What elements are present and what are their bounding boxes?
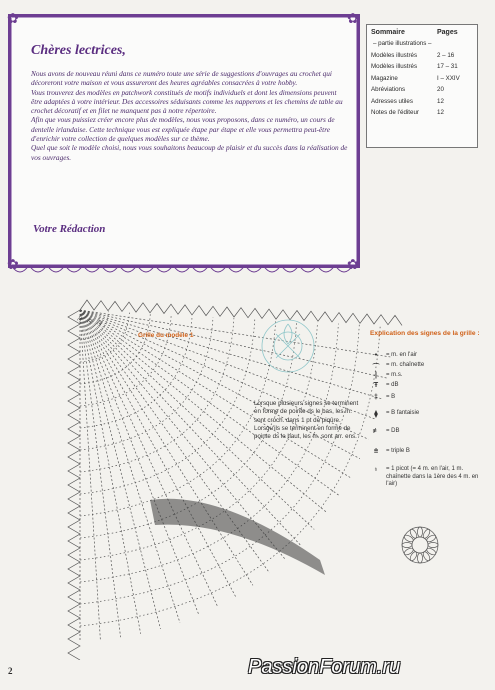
legend-item <box>370 394 395 402</box>
rosette-petal <box>428 543 438 548</box>
letter-signature: Votre Rédaction <box>33 223 106 235</box>
fancy-double-crochet-icon: ⧫ <box>374 411 378 418</box>
toc-header <box>367 25 477 38</box>
chain-stitch-icon: • <box>374 352 378 359</box>
toc-row-page: 17 – 31 <box>437 63 458 71</box>
site-watermark: PassionForum.ru <box>248 656 401 678</box>
lattice-row <box>80 320 276 516</box>
rosette-petal <box>409 551 418 562</box>
toc-row-page: 2 – 16 <box>437 51 455 59</box>
lattice-row <box>80 326 380 626</box>
legend-item <box>370 466 490 489</box>
ornament-corner-icon: ✿ <box>347 256 359 272</box>
letter-paragraph: Quel que soit le modèle choisi, nous vous souhaitons beaucoup de plaisir et du succès dans la réalisation de vos ouvrages. <box>31 143 348 162</box>
rosette-petal <box>403 534 414 543</box>
rosette-petal <box>403 547 414 556</box>
toc-row-label: Abréviations <box>371 86 406 94</box>
legend-item <box>370 410 419 418</box>
toc-row <box>367 107 477 119</box>
rosette-petal <box>426 547 437 556</box>
legend-title: Explication des signes de la grille : <box>370 330 480 337</box>
rosette-petal <box>418 553 423 563</box>
toc-row-label: Magazine <box>371 74 398 82</box>
lattice-spoke <box>80 310 218 607</box>
symbol-legend <box>370 330 490 487</box>
toc-title: Sommaire <box>371 29 405 36</box>
lattice-spoke <box>80 310 121 637</box>
single-crochet-icon: | <box>375 372 377 379</box>
toc-row-label: Modèles illustrés <box>371 51 418 59</box>
lattice-spoke <box>80 310 382 399</box>
table-of-contents <box>366 24 478 148</box>
legend-item <box>370 382 399 390</box>
legend-item <box>370 372 403 380</box>
toc-row-label: Adresses utiles <box>371 97 413 105</box>
lace-edge-decoration <box>11 265 357 279</box>
letter-body <box>31 69 349 162</box>
slip-stitch-icon: ⌒ <box>372 364 380 371</box>
legend-text: = DB <box>386 428 400 434</box>
letter-paragraph: Nous avons de nouveau réuni dans ce numéro toute une série de suggestions d'ouvrages au crochet qui décoreront votre maison et vous assureront des heures agréables consacrées à votre hobby. <box>31 69 332 88</box>
toc-row-page: 12 <box>437 109 444 117</box>
page-number: 2 <box>8 666 13 676</box>
toc-row-label: – partie illustrations – <box>373 40 432 48</box>
legend-text: = B fantaisie <box>386 410 420 416</box>
lattice-spoke <box>80 310 199 615</box>
legend-text: = 1 picot (= 4 m. en l'air, 1 m. chaînette dans la 1ère des 4 m. en l'air) <box>386 466 479 487</box>
rosette-petal <box>402 543 412 548</box>
toc-row <box>367 61 477 73</box>
corner-label: 32 <box>96 319 105 327</box>
motif-sketch <box>256 314 320 378</box>
rosette-petal <box>422 528 431 539</box>
corner-label: 31 <box>86 317 95 325</box>
legend-text: = dB <box>386 382 399 388</box>
toc-row-label: Notes de l'éditeur <box>371 109 419 117</box>
rosette-motif <box>402 527 438 563</box>
toc-row <box>367 96 477 108</box>
lattice-spoke <box>80 310 100 639</box>
diagram-title: Grille du modèle 1 <box>138 332 194 339</box>
diagram-note: Lorsque plusieurs signes se terminent en forme de pointe ds le bas, les m. sont croch. dans 1 pt de piqûre. Lorsqu'ils se terminent en forme de pointe ds le haut, les m. sont arr. ens. <box>254 400 359 441</box>
half-double-crochet-icon: Ŧ <box>373 382 379 389</box>
lattice-row <box>80 319 255 494</box>
legend-item <box>370 352 417 360</box>
lattice-spoke <box>80 310 387 378</box>
ornament-corner-icon: ✿ <box>7 256 19 272</box>
legend-text: = m. chaînette <box>386 362 425 368</box>
rosette-petal <box>418 527 423 537</box>
lattice-spoke <box>80 310 160 629</box>
toc-row-page: 20 <box>437 86 444 94</box>
treble-crochet-icon: ≢ <box>372 428 380 435</box>
double-crochet-icon: ‡ <box>374 394 378 401</box>
letter-paragraph: Afin que vous puissiez créer encore plus de modèles, nous vous proposons, dans ce numéro, un cours de dentelle irlandaise. Cette technique vous est expliquée étape par étape et elle vous permettra peut-être d'enrichir votre collection de quelques modèles sur ce thème. <box>31 115 335 144</box>
rosette-petal <box>422 551 431 562</box>
rosette-petal <box>426 534 437 543</box>
lattice-spoke <box>80 310 236 596</box>
ornament-corner-icon: ✿ <box>347 10 359 26</box>
lattice-row <box>80 318 234 472</box>
legend-text: = triple B <box>386 448 410 454</box>
toc-row-page: 12 <box>437 97 444 105</box>
toc-row-label: Modèles illustrés <box>371 63 418 71</box>
toc-row <box>367 73 477 85</box>
ornament-corner-icon: ✿ <box>7 10 19 26</box>
lattice-spoke <box>80 310 390 357</box>
triple-treble-icon: ⩧ <box>373 448 379 455</box>
letter-paragraph: Vous trouverez des modèles en patchwork constitués de motifs individuels et dont les dimensions peuvent être adaptées à votre intérieur. Des accessoires séduisants comme les napperons et les chemins de table au crochet décoratif et en filet ne manquent pas à notre répertoire. <box>31 87 343 116</box>
legend-text: = m. en l'air <box>386 352 417 358</box>
toc-pages-header: Pages <box>437 29 458 36</box>
toc-row <box>367 38 477 50</box>
rosette-petal <box>409 528 418 539</box>
lattice-edge <box>68 310 80 660</box>
toc-row <box>367 50 477 62</box>
dense-stitch-band <box>150 499 325 575</box>
legend-text: = m.s. <box>386 372 403 378</box>
toc-row <box>367 84 477 96</box>
legend-item <box>370 362 424 372</box>
toc-row-page: I – XXIV <box>437 74 460 82</box>
editorial-letter-box <box>7 10 360 272</box>
legend-text: = B <box>386 394 396 400</box>
picot-icon: ♁ <box>373 466 379 473</box>
letter-title: Chères lectrices, <box>31 43 126 58</box>
legend-item <box>370 428 400 436</box>
legend-item <box>370 448 410 456</box>
corner-label: 30 <box>76 315 85 323</box>
